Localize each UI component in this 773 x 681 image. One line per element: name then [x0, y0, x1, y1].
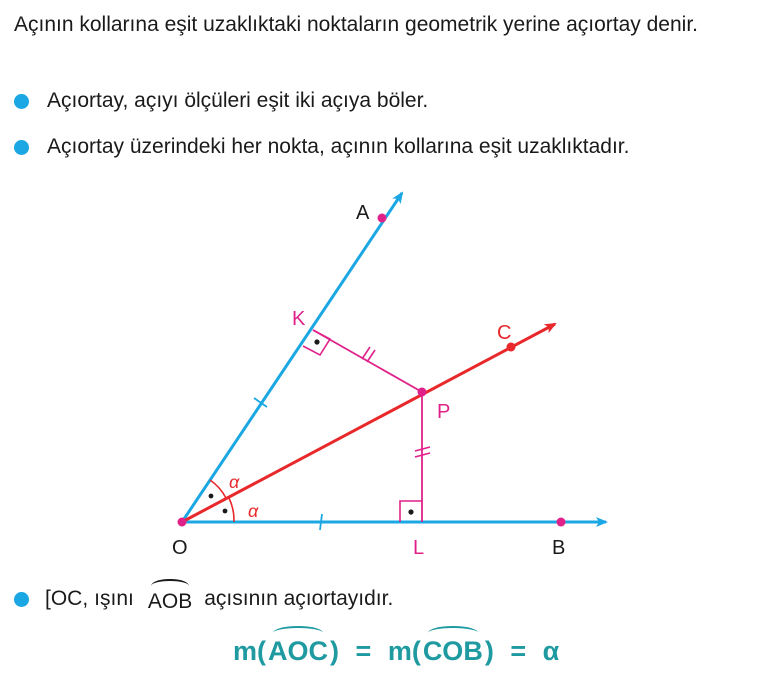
label-k: K: [292, 308, 306, 330]
angle-aoc: AOC: [268, 630, 328, 667]
label-o: O: [172, 537, 188, 559]
bisector-oc: [182, 324, 555, 522]
point-o: [178, 518, 187, 527]
label-l: L: [413, 537, 425, 559]
point-p: [418, 388, 427, 397]
bisector-formula: [232, 630, 560, 667]
formula-equals: =: [355, 636, 372, 666]
tick-ol: [320, 514, 322, 530]
intro-paragraph: Açının kollarına eşit uzaklıktaki noktaların geometrik yerine açıortay denir.: [14, 13, 698, 36]
right-angle-dot-k: [314, 339, 319, 344]
formula-m-open: m(: [387, 636, 421, 666]
bullet-item: [14, 583, 399, 615]
label-p: P: [437, 401, 451, 423]
angle-dot-lower: [223, 509, 228, 514]
right-angle-dot-l: [408, 509, 413, 514]
angle-aob: AOB: [148, 583, 192, 615]
label-b: B: [552, 537, 566, 559]
bullet-text: Açıortay, açıyı ölçüleri eşit iki açıya böler.: [47, 89, 429, 112]
point-b: [557, 518, 566, 527]
angle-arc-lower: [229, 498, 234, 522]
formula-m-open: m(: [233, 636, 266, 666]
formula-close: ): [484, 636, 494, 666]
ray-oa: [182, 193, 402, 522]
label-alpha-lower: α: [248, 501, 259, 521]
point-a: [378, 214, 387, 223]
ray-notation: [OC,: [45, 587, 89, 610]
angle-cob: COB: [423, 630, 483, 667]
ray-word: ışını: [94, 587, 134, 610]
angle-dot-upper: [209, 494, 214, 499]
bullet-text: Açıortay üzerindeki her nokta, açının kollarına eşit uzaklıktadır.: [47, 135, 630, 158]
formula-close: ): [330, 636, 339, 666]
formula-equals: =: [510, 636, 527, 666]
bullet-dot-icon: [14, 592, 29, 607]
statement-rest: açısının açıortayıdır.: [204, 587, 394, 610]
label-a: A: [356, 202, 370, 224]
formula-alpha: α: [542, 636, 560, 666]
label-alpha-upper: α: [229, 472, 240, 492]
label-c: C: [497, 322, 512, 344]
